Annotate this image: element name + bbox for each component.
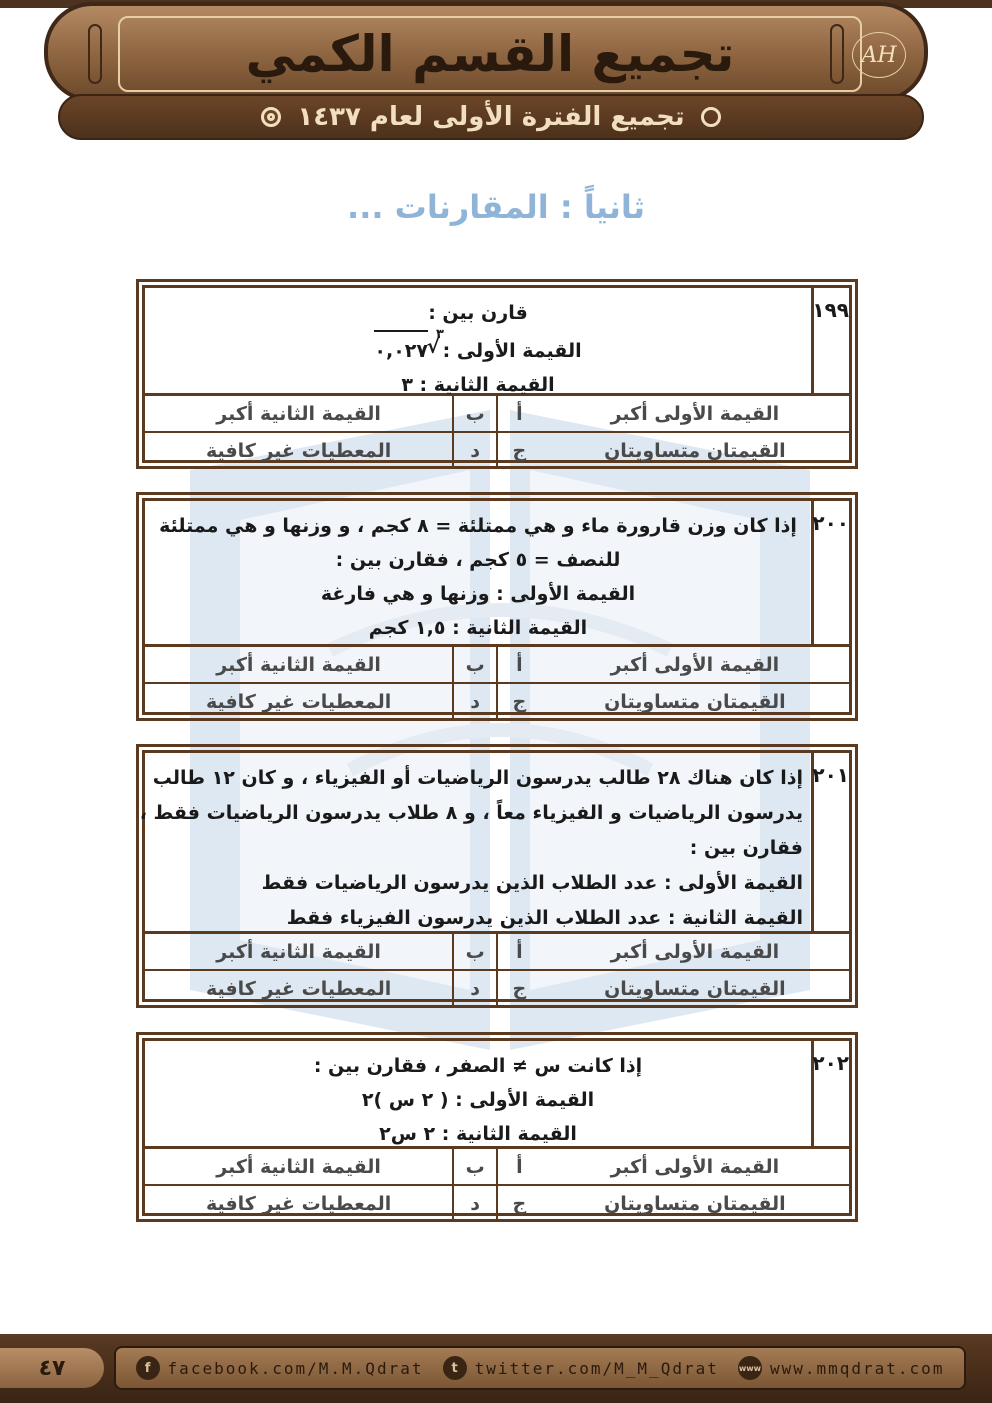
ring-icon [701, 107, 721, 127]
choice-b-text[interactable]: القيمة الثانية أكبر [216, 940, 381, 963]
question-frame [142, 498, 852, 715]
question-200 [136, 492, 858, 721]
question-body [145, 501, 811, 644]
question-line: للنصف = ٥ كجم ، فقارن بين : [335, 549, 621, 571]
header-title-frame [118, 16, 862, 92]
twitter-url[interactable]: twitter.com/M_M_Qdrat [474, 1358, 719, 1378]
brand-logo [852, 32, 906, 78]
choice-c-text[interactable]: القيمتان متساويتان [541, 1185, 849, 1221]
answer-choices [145, 647, 849, 719]
section-heading: ثانياً : المقارنات ... [347, 188, 645, 226]
choice-a-text[interactable]: القيمة الأولى أكبر [610, 1155, 780, 1178]
question-body [132, 753, 811, 931]
page-title: تجميع القسم الكمي [245, 25, 735, 83]
header-subtitle: تجميع الفترة الأولى لعام ١٤٣٧ [297, 102, 685, 132]
choice-a-text[interactable]: القيمة الأولى أكبر [610, 940, 780, 963]
first-value-label: القيمة الأولى : [442, 340, 582, 362]
globe-icon: www [738, 1356, 762, 1380]
question-line: قارن بين : [428, 302, 528, 324]
header-banner [44, 2, 928, 102]
footer-links-bar [114, 1346, 966, 1390]
answer-choices [145, 396, 849, 468]
radicand: ٠,٠٢٧ [374, 340, 428, 362]
question-line-first-value [153, 327, 803, 368]
choice-d-text[interactable]: المعطيات غير كافية [145, 1185, 453, 1221]
facebook-icon: f [136, 1356, 160, 1380]
choice-b-letter[interactable]: ب [453, 934, 497, 970]
choice-a-letter[interactable]: أ [516, 1155, 523, 1178]
footer [0, 1334, 992, 1403]
question-line: القيمة الأولى : عدد الطلاب الذين يدرسون الرياضيات فقط [261, 872, 803, 894]
choice-c-letter[interactable]: ج [497, 1185, 541, 1221]
answer-choices [145, 1149, 849, 1221]
question-line: القيمة الثانية : ٢ س٢ [379, 1123, 577, 1145]
question-line: إذا كان هناك ٢٨ طالب يدرسون الرياضيات أو الفيزياء ، و كان ١٢ طالب [152, 767, 803, 789]
left-ornament [88, 24, 102, 84]
question-frame [139, 750, 852, 1002]
right-ornament [830, 24, 844, 84]
choice-b-letter[interactable]: ب [453, 1149, 497, 1185]
cube-root-expression [374, 327, 444, 368]
question-frame [142, 285, 852, 463]
choice-b-letter[interactable]: ب [453, 396, 497, 432]
choice-d-letter[interactable]: د [453, 683, 497, 719]
question-number: ٢٠١ [811, 753, 849, 931]
choice-a-letter[interactable]: أ [516, 653, 523, 676]
twitter-icon: t [443, 1356, 467, 1380]
question-line: القيمة الثانية : ١,٥ كجم [368, 617, 588, 639]
question-line: القيمة الأولى : ( ٢ س )٢ [361, 1089, 595, 1111]
question-line: إذا كان وزن قارورة ماء و هي ممتلئة = ٨ كجم ، و وزنها و هي ممتلئة [159, 515, 797, 537]
question-line: القيمة الأولى : وزنها و هي فارغة [320, 583, 636, 605]
choice-d-text[interactable]: المعطيات غير كافية [145, 970, 453, 1006]
question-number: ٢٠٠ [811, 501, 849, 644]
question-line: فقارن بين : [689, 837, 803, 859]
choice-d-letter[interactable]: د [453, 432, 497, 468]
question-frame [142, 1038, 852, 1216]
choice-c-text[interactable]: القيمتان متساويتان [541, 432, 849, 468]
page-number: ٤٧ [38, 1355, 66, 1381]
choice-b-text[interactable]: القيمة الثانية أكبر [216, 1155, 381, 1178]
question-199 [136, 279, 858, 469]
choice-a-letter[interactable]: أ [516, 940, 523, 963]
question-number: ٢٠٢ [811, 1041, 849, 1146]
facebook-url[interactable]: facebook.com/M.M.Qdrat [167, 1358, 424, 1378]
choice-a-text[interactable]: القيمة الأولى أكبر [610, 653, 780, 676]
radical-sign-icon: √ [426, 334, 440, 358]
choice-c-letter[interactable]: ج [497, 683, 541, 719]
facebook-link[interactable] [136, 1356, 424, 1380]
question-201 [136, 744, 858, 1008]
choice-d-letter[interactable]: د [453, 970, 497, 1006]
question-line: القيمة الثانية : ٣ [401, 374, 555, 396]
choice-c-text[interactable]: القيمتان متساويتان [541, 683, 849, 719]
root-index: ٣ [436, 327, 444, 342]
choice-c-letter[interactable]: ج [497, 432, 541, 468]
question-202 [136, 1032, 858, 1222]
question-line: إذا كانت س ≠ الصفر ، فقارن بين : [313, 1055, 643, 1077]
question-body [145, 1041, 811, 1146]
choice-c-letter[interactable]: ج [497, 970, 541, 1006]
question-line: يدرسون الرياضيات و الفيزياء معاً ، و ٨ طلاب يدرسون الرياضيات فقط ، [139, 802, 803, 824]
choice-a-text[interactable]: القيمة الأولى أكبر [610, 402, 780, 425]
choice-c-text[interactable]: القيمتان متساويتان [541, 970, 849, 1006]
question-number: ١٩٩ [811, 288, 849, 393]
logo-initials: AH [861, 42, 897, 68]
question-body [145, 288, 811, 396]
ring-icon [261, 107, 281, 127]
choice-b-text[interactable]: القيمة الثانية أكبر [216, 653, 381, 676]
website-url[interactable]: www.mmqdrat.com [769, 1358, 945, 1378]
page-number-box [0, 1348, 104, 1388]
choice-d-letter[interactable]: د [453, 1185, 497, 1221]
choice-a-letter[interactable]: أ [516, 402, 523, 425]
choice-b-letter[interactable]: ب [453, 647, 497, 683]
website-link[interactable] [738, 1356, 945, 1380]
header-subtitle-bar [58, 94, 924, 140]
answer-choices [145, 934, 849, 1006]
twitter-link[interactable] [443, 1356, 719, 1380]
question-line: القيمة الثانية : عدد الطلاب الذين يدرسون الفيزياء فقط [286, 907, 803, 929]
choice-d-text[interactable]: المعطيات غير كافية [145, 683, 453, 719]
choice-b-text[interactable]: القيمة الثانية أكبر [216, 402, 381, 425]
choice-d-text[interactable]: المعطيات غير كافية [145, 432, 453, 468]
